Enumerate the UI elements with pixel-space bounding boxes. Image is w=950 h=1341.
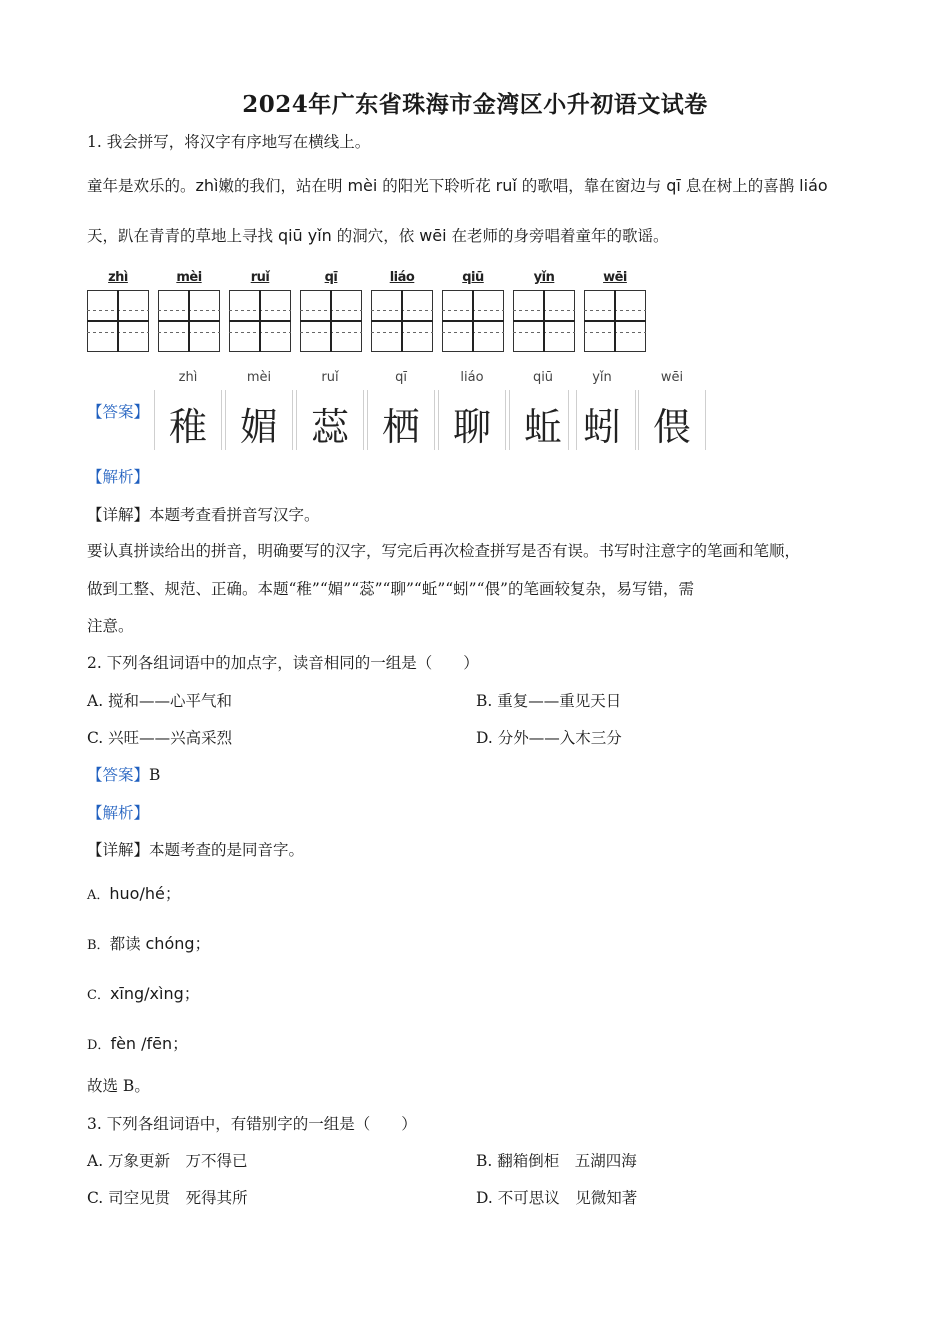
pinyin-word: ruǐ xyxy=(495,176,517,195)
pinyin-word: mèi xyxy=(347,176,378,195)
q2-option-d: D. 分外——入木三分 xyxy=(476,729,622,747)
q2-analysis-b-text1: 都读 xyxy=(109,935,146,953)
pinyin-word: qī xyxy=(666,176,681,195)
answer-pinyin-label: mèi xyxy=(246,370,272,385)
q2-analysis-c-text: xīng/xìng； xyxy=(109,984,200,1003)
answer-cell xyxy=(367,390,435,450)
answer-pinyin-label: ruǐ xyxy=(321,370,339,385)
q2-analysis-b-text2: chóng； xyxy=(145,934,211,953)
page-title: 2024年广东省珠海市金湾区小升初语文试卷 xyxy=(242,91,708,118)
q2-answer xyxy=(87,765,160,785)
answer-cell xyxy=(638,390,706,450)
q2-detail-text: 本题考查的是同音字。 xyxy=(149,841,305,859)
q2-analysis-label: 【解析】 xyxy=(87,804,150,822)
answer-pinyin-label: wēi xyxy=(660,370,684,385)
writing-grid-cell xyxy=(300,290,362,352)
answer-cell xyxy=(154,390,222,450)
q1-answer-label: 【答案】 xyxy=(87,403,150,421)
writing-grid xyxy=(87,270,632,352)
q2-analysis-d-prefix: D． xyxy=(87,1038,111,1053)
q2-analysis-b-prefix: B． xyxy=(87,938,110,953)
answer-grid xyxy=(154,370,699,452)
q1-passage-line1 xyxy=(87,176,828,196)
grid-pinyin-label: yǐn xyxy=(533,270,555,285)
passage-text: 的洞穴，依 xyxy=(331,227,420,245)
passage-text: 童年是欢乐的。 xyxy=(87,177,196,195)
grid-pinyin-label: ruǐ xyxy=(250,270,270,285)
q2-detail xyxy=(87,840,304,860)
grid-pinyin-label: qiū xyxy=(462,270,484,285)
passage-text: 在老师的身旁唱着童年的歌谣。 xyxy=(446,227,669,245)
q2-stem: 2. 下列各组词语中的加点字，读音相同的一组是（ ） xyxy=(87,654,479,672)
writing-grid-cell xyxy=(513,290,575,352)
answer-character: 蚓 xyxy=(582,405,621,449)
writing-grid-cell xyxy=(584,290,646,352)
pinyin-word: qiū yǐn xyxy=(277,226,332,245)
q3-stem: 3. 下列各组词语中，有错别字的一组是（ ） xyxy=(87,1115,417,1133)
answer-cell xyxy=(568,390,636,450)
q1-stem: 1. 我会拼写，将汉字有序地写在横线上。 xyxy=(87,133,371,151)
q2-analysis-a xyxy=(87,884,181,906)
q2-analysis-d xyxy=(87,1034,188,1056)
pinyin-word: wēi xyxy=(419,226,447,245)
writing-grid-cell xyxy=(442,290,504,352)
answer-character: 聊 xyxy=(452,405,491,449)
answer-pinyin-label: zhì xyxy=(178,370,198,385)
answer-character: 偎 xyxy=(652,405,691,449)
answer-cell xyxy=(225,390,293,450)
writing-grid-cell xyxy=(87,290,149,352)
q2-analysis-d-text: fèn /fēn； xyxy=(110,1034,189,1053)
q2-answer-value: B xyxy=(149,766,161,784)
passage-text: 天，趴在青青的草地上寻找 xyxy=(87,227,278,245)
q3-option-a: A. 万象更新 万不得已 xyxy=(87,1152,248,1170)
answer-pinyin-label: liáo xyxy=(460,370,484,385)
q1-analysis-label: 【解析】 xyxy=(87,468,150,486)
grid-pinyin-label: zhì xyxy=(108,270,128,285)
grid-pinyin-label: mèi xyxy=(176,270,202,285)
q1-detail-label: 【详解】 xyxy=(87,506,150,524)
q2-detail-label: 【详解】 xyxy=(87,841,150,859)
q1-explain-1: 要认真拼读给出的拼音，明确要写的汉字，写完后再次检查拼写是否有误。书写时注意字的笔画和笔顺， xyxy=(87,542,801,560)
q1-detail-text: 本题考查看拼音写汉字。 xyxy=(149,506,320,524)
answer-character: 稚 xyxy=(168,405,207,449)
q2-analysis-a-prefix: A． xyxy=(87,888,110,903)
q1-detail xyxy=(87,505,320,525)
q3-option-c: C. 司空见贯 死得其所 xyxy=(87,1189,248,1207)
grid-pinyin-label: wēi xyxy=(603,270,627,285)
q1-explain-2: 做到工整、规范、正确。本题“稚”“媚”“蕊”“聊”“蚯”“蚓”“偎”的笔画较复杂，易写错，需 xyxy=(87,580,694,598)
answer-pinyin-label: qī xyxy=(395,370,407,385)
answer-pinyin-label: qiū xyxy=(532,370,554,385)
q2-option-b: B. 重复——重见天日 xyxy=(476,692,622,710)
answer-pinyin-label: yǐn xyxy=(592,370,612,385)
q2-analysis-c xyxy=(87,984,200,1006)
writing-grid-cell xyxy=(229,290,291,352)
pinyin-word: zhì xyxy=(195,176,219,195)
q2-analysis-b xyxy=(87,934,211,956)
q1-passage-line2 xyxy=(87,226,669,246)
q3-option-b: B. 翻箱倒柜 五湖四海 xyxy=(476,1152,637,1170)
grid-pinyin-label: qī xyxy=(324,270,338,285)
answer-character: 媚 xyxy=(239,405,278,449)
writing-grid-cell xyxy=(371,290,433,352)
answer-character: 蕊 xyxy=(310,405,349,449)
writing-grid-cell xyxy=(158,290,220,352)
answer-character: 蚯 xyxy=(523,405,562,449)
answer-cell xyxy=(438,390,506,450)
answer-cell xyxy=(509,390,577,450)
passage-text: 嫩的我们，站在明 xyxy=(218,177,348,195)
answer-cell xyxy=(296,390,364,450)
answer-character: 栖 xyxy=(381,405,420,449)
pinyin-word: liáo xyxy=(799,176,828,195)
q2-option-a: A. 搅和——心平气和 xyxy=(87,692,233,710)
passage-text: 的歌唱，靠在窗边与 xyxy=(516,177,667,195)
q3-option-d: D. 不可思议 见微知著 xyxy=(476,1189,638,1207)
q1-explain-3: 注意。 xyxy=(87,617,134,635)
q2-answer-label: 【答案】 xyxy=(87,766,150,784)
grid-pinyin-label: liáo xyxy=(389,270,415,285)
passage-text: 的阳光下聆听花 xyxy=(377,177,496,195)
q2-conclusion: 故选 B。 xyxy=(87,1077,150,1095)
q2-analysis-a-text: huo/hé； xyxy=(109,884,181,903)
passage-text: 息在树上的喜鹊 xyxy=(680,177,800,195)
q2-option-c: C. 兴旺——兴高采烈 xyxy=(87,729,233,747)
q2-analysis-c-prefix: C． xyxy=(87,988,110,1003)
